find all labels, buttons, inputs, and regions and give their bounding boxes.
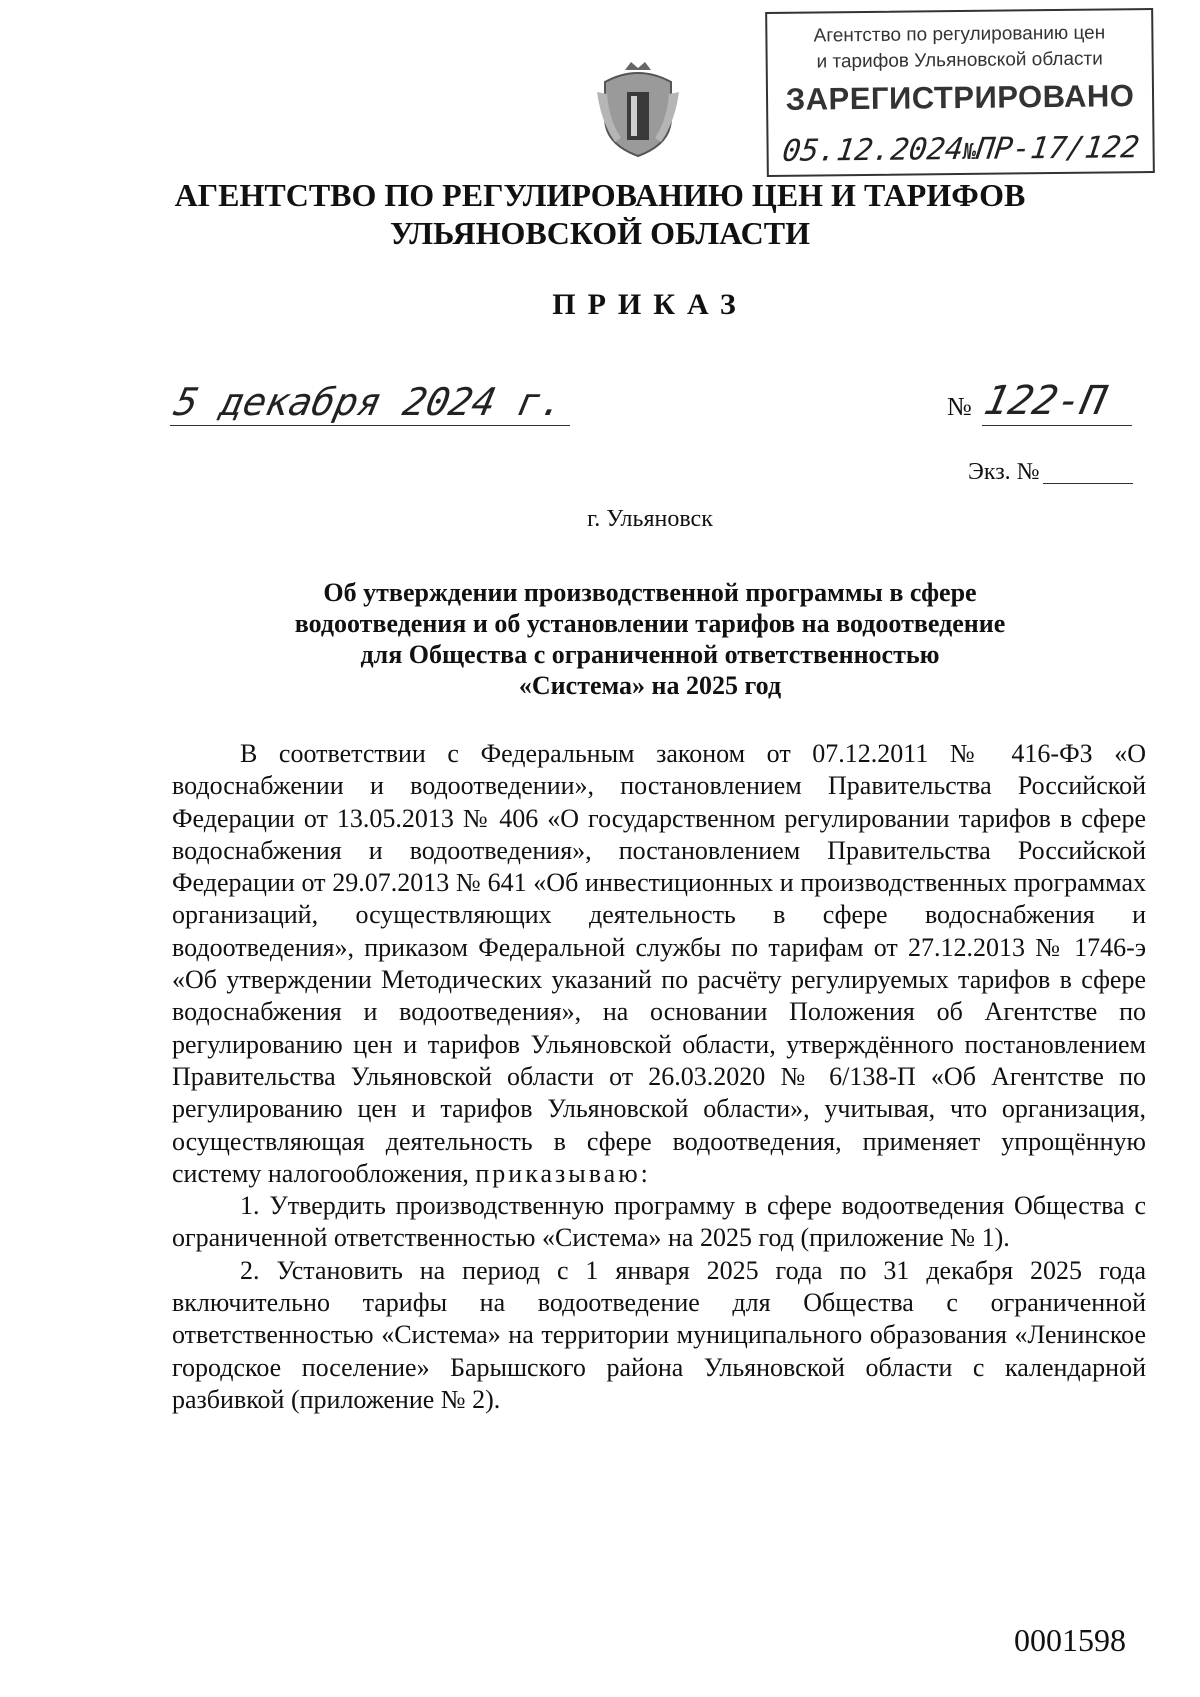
registration-stamp bbox=[765, 8, 1155, 177]
date-underline bbox=[170, 425, 570, 426]
stamp-registration-entry bbox=[780, 130, 1141, 169]
coat-of-arms-icon bbox=[595, 62, 681, 158]
stamp-registered-label: ЗАРЕГИСТРИРОВАНО bbox=[785, 78, 1135, 117]
subject-line: Об утверждении производственной программы в сфере bbox=[323, 578, 977, 607]
city-name: г. Ульяновск bbox=[587, 506, 713, 532]
stamp-reg-number: ПР-17/122 bbox=[974, 130, 1142, 167]
order-word: приказываю: bbox=[475, 1158, 651, 1188]
copy-number-label: Экз. № bbox=[968, 459, 1040, 485]
order-number-label: № bbox=[947, 392, 972, 421]
preamble-paragraph bbox=[172, 738, 1146, 1190]
handwritten-date: 5 декабря 2024 г. bbox=[170, 380, 569, 424]
stamp-agency-line1: Агентство по регулированию цен bbox=[813, 22, 1106, 47]
document-serial-number: 0001598 bbox=[1014, 1622, 1126, 1658]
document-type-title: ПРИКАЗ bbox=[552, 288, 748, 321]
number-underline bbox=[982, 425, 1132, 426]
stamp-agency-line2: и тарифов Ульяновской области bbox=[816, 48, 1103, 73]
stamp-reg-date: 05.12.2024 bbox=[780, 131, 966, 169]
agency-name-line1: АГЕНТСТВО ПО РЕГУЛИРОВАНИЮ ЦЕН И ТАРИФОВ bbox=[174, 177, 1026, 213]
document-body bbox=[172, 738, 1146, 1416]
order-subject bbox=[230, 577, 1070, 701]
stamp-reg-no-label: № bbox=[961, 139, 978, 165]
agency-name-line2: УЛЬЯНОВСКОЙ ОБЛАСТИ bbox=[389, 215, 811, 251]
order-item-1: 1. Утвердить производственную программу в сфере водоотведения Общества с ограниченной ответственностью «Система» на 2025 год (приложение № 1). bbox=[172, 1191, 1146, 1253]
subject-line: водоотведения и об установлении тарифов на водоотведение bbox=[294, 609, 1006, 638]
copy-number-blank bbox=[1043, 483, 1133, 484]
preamble-text: В соответствии с Федеральным законом от 07.12.2011 № 416-ФЗ «О водоснабжении и водоотведении», постановлением Правительства Российской Федерации от 13.05.2013 № 406 «О государственном регулировании тарифов в сфере водоснабжения и водоотведения», постановлением Правительства Российской Федерации от 29.07.2013 № 641 «Об инвестиционных и производственных программах организаций, осуществляющих деятельность в сфере водоснабжения и водоотведения», приказом Федеральной службы по тарифам от 27.12.2013 № 1746-э «Об утверждении Методических указаний по расчёту регулируемых тарифов в сфере водоснабжения и водоотведения», на основании Положения об Агентстве по регулированию цен и тарифов Ульяновской области, утверждённого постановлением Правительства Ульяновской области от 26.03.2020 № 6/138-П «Об Агентстве по регулированию цен и тарифов Ульяновской области», учитывая, что организация, осуществляющая деятельность в сфере водоотведения, применяет упрощённую систему налогообложения, bbox=[172, 739, 1146, 1188]
subject-line: для Общества с ограниченной ответственностью bbox=[360, 640, 940, 669]
subject-line: «Система» на 2025 год bbox=[518, 671, 782, 700]
handwritten-order-number: 122-П bbox=[980, 378, 1111, 424]
order-item-2: 2. Установить на период с 1 января 2025 года по 31 декабря 2025 года включительно тарифы на водоотведение для Общества с ограниченной ответственностью «Система» на территории муниципального образования «Ленинское городское поселение» Барышского района Ульяновской области с календарной разбивкой (приложение № 2). bbox=[172, 1255, 1146, 1414]
